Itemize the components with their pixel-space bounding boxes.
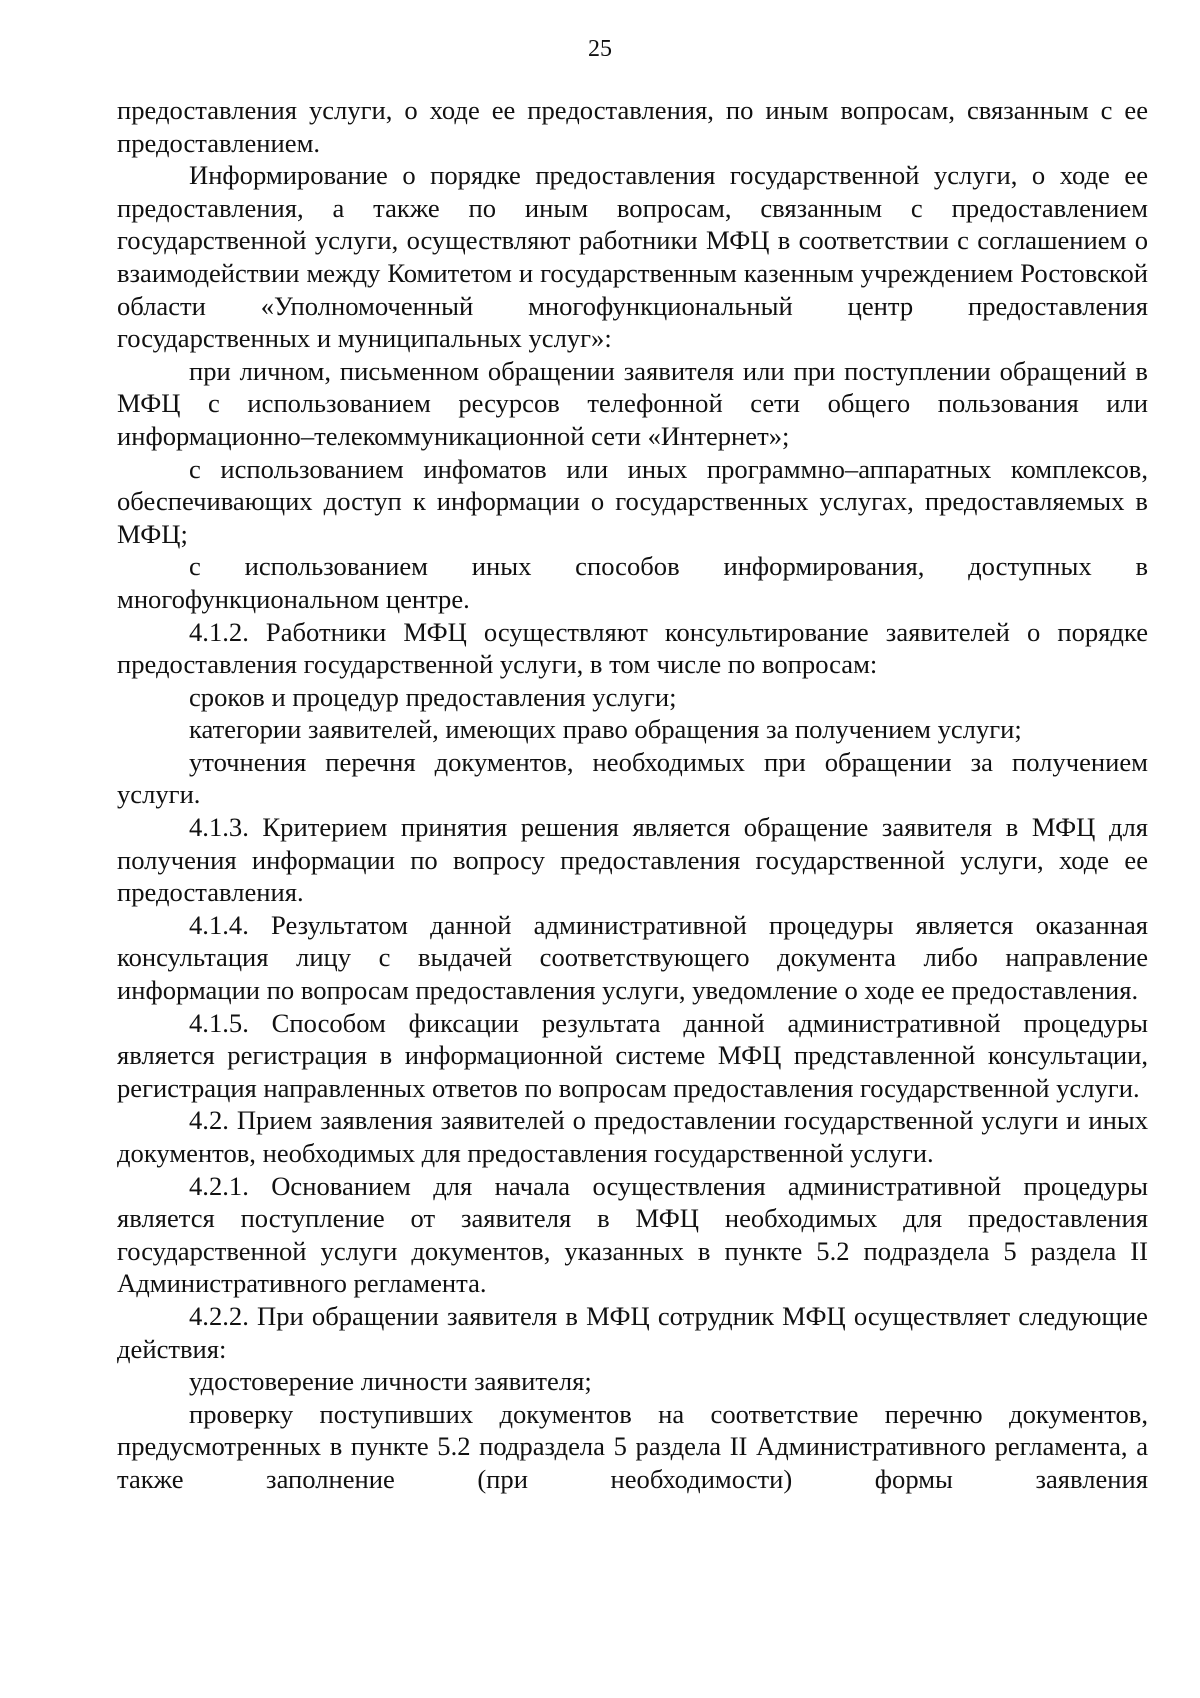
paragraph: сроков и процедур предоставления услуги; xyxy=(189,681,677,712)
paragraph: 4.2.1. Основанием для начала осуществления административной процедуры является поступление от заявителя в МФЦ необходимых для предоставления государственной услуги документов, указанных в пункте 5.2 подраздела 5 раздела II Административного регламента. xyxy=(117,1170,1148,1299)
paragraph: при личном, письменном обращении заявителя или при поступлении обращений в МФЦ с использованием ресурсов телефонной сети общего пользования или информационно–телекоммуникационной сети «Интернет»; xyxy=(117,355,1148,451)
paragraph: проверку поступивших документов на соответствие перечню документов, предусмотренных в пункте 5.2 подраздела 5 раздела II Административного регламента, а также заполнение (при необходимости) формы заявления xyxy=(117,1398,1148,1494)
paragraph: 4.1.2. Работники МФЦ осуществляют консультирование заявителей о порядке предоставления государственной услуги, в том числе по вопросам: xyxy=(117,616,1148,680)
page-number: 25 xyxy=(588,36,612,62)
document-body xyxy=(117,94,1148,1496)
paragraph: Информирование о порядке предоставления государственной услуги, о ходе ее предоставления, а также по иным вопросам, связанным с предоставлением государственной услуги, осуществляют работники МФЦ в соответствии с соглашением о взаимодействии между Комитетом и государственным казенным учреждением Ростовской области «Уполномоченный многофункциональный центр предоставления государственных и муниципальных услуг»: xyxy=(117,160,1148,354)
paragraph: с использованием иных способов информирования, доступных в многофункциональном центре. xyxy=(117,551,1148,614)
paragraph: 4.2. Прием заявления заявителей о предоставлении государственной услуги и иных документов, необходимых для предоставления государственной услуги. xyxy=(117,1105,1148,1168)
paragraph: уточнения перечня документов, необходимых при обращении за получением услуги. xyxy=(117,746,1148,810)
paragraph: с использованием инфоматов или иных программно–аппаратных комплексов, обеспечивающих доступ к информации о государственных услугах, предоставляемых в МФЦ; xyxy=(117,453,1148,549)
paragraph: 4.1.4. Результатом данной административной процедуры является оказанная консультация лицу с выдачей соответствующего документа либо направление информации по вопросам предоставления услуги, уведомление о ходе ее предоставления. xyxy=(117,909,1148,1006)
paragraph: 4.1.3. Критерием принятия решения является обращение заявителя в МФЦ для получения информации по вопросу предоставления государственной услуги, ходе ее предоставления. xyxy=(117,812,1148,908)
paragraph: предоставления услуги, о ходе ее предоставления, по иным вопросам, связанным с ее предоставлением. xyxy=(117,95,1148,158)
paragraph: категории заявителей, имеющих право обращения за получением услуги; xyxy=(189,714,1022,745)
paragraph: удостоверение личности заявителя; xyxy=(189,1366,592,1397)
paragraph: 4.2.2. При обращении заявителя в МФЦ сотрудник МФЦ осуществляет следующие действия: xyxy=(117,1300,1148,1364)
paragraph: 4.1.5. Способом фиксации результата данной административной процедуры является регистрация в информационной системе МФЦ представленной консультации, регистрация направленных ответов по вопросам предоставления государственной услуги. xyxy=(117,1007,1148,1103)
